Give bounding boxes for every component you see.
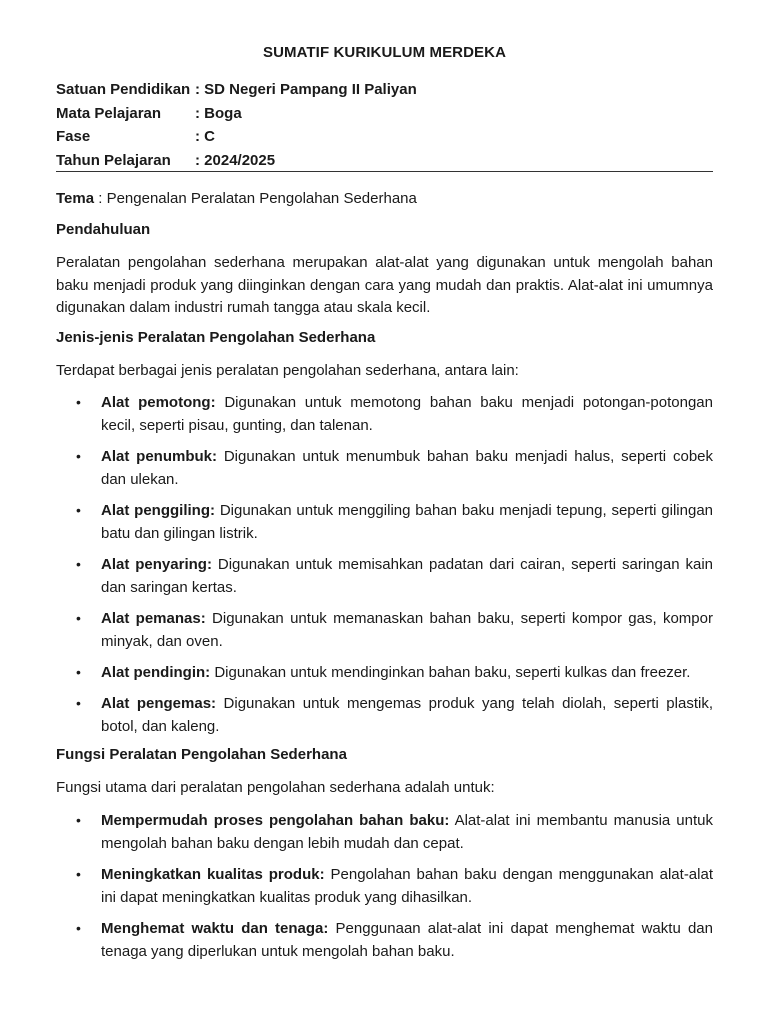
jenis-list	[56, 391, 713, 738]
meta-value: : C	[195, 128, 215, 145]
document-body	[56, 190, 713, 971]
item-term: Meningkatkan kualitas produk:	[101, 865, 325, 883]
item-term: Alat pemanas:	[101, 610, 206, 627]
meta-row-mata-pelajaran	[56, 104, 713, 128]
list-item	[56, 809, 713, 855]
bullet-icon: •	[76, 502, 81, 518]
meta-label: Mata Pelajaran	[56, 104, 162, 122]
fungsi-intro: Fungsi utama dari peralatan pengolahan sederhana adalah untuk:	[56, 779, 495, 796]
header-divider	[56, 171, 713, 172]
bullet-icon: •	[76, 394, 81, 410]
list-item	[56, 607, 713, 653]
list-item	[56, 863, 713, 909]
item-desc: Penggunaan alat-alat ini dapat menghemat waktu dan tenaga yang diperlukan untuk mengolah bahan baku.	[101, 919, 713, 960]
bullet-icon: •	[76, 919, 81, 936]
item-desc: Digunakan untuk menggiling bahan baku menjadi tepung, seperti gilingan batu dan gilingan listrik.	[101, 502, 714, 542]
item-term: Alat pendingin:	[101, 664, 211, 681]
bullet-icon: •	[76, 556, 81, 572]
list-item	[56, 499, 713, 545]
meta-label: Tahun Pelajaran	[56, 151, 171, 169]
bullet-icon: •	[76, 865, 81, 882]
list-item	[56, 692, 713, 738]
document-meta	[56, 80, 713, 174]
pendahuluan-paragraph: Peralatan pengolahan sederhana merupakan alat-alat yang digunakan untuk mengolah bahan baku menjadi produk yang diinginkan dengan cara yang mudah dan praktis. Alat-alat ini umumnya digunakan dalam industri rumah tangga atau skala kecil.	[56, 254, 713, 316]
item-term: Alat penggiling:	[101, 502, 215, 519]
item-term: Alat pemotong:	[101, 394, 216, 411]
item-term: Alat pengemas:	[101, 695, 217, 712]
bullet-icon: •	[76, 695, 81, 711]
tema-value: : Pengenalan Peralatan Pengolahan Sederhana	[94, 190, 417, 207]
section-heading-pendahuluan: Pendahuluan	[56, 221, 151, 238]
list-item	[56, 391, 713, 437]
meta-value: : SD Negeri Pampang II Paliyan	[195, 81, 417, 98]
fungsi-list	[56, 809, 713, 963]
item-desc: Pengolahan bahan baku dengan menggunakan alat-alat ini dapat meningkatkan kualitas produk yang dihasilkan.	[101, 865, 713, 906]
bullet-icon: •	[76, 448, 81, 464]
document-title: SUMATIF KURIKULUM MERDEKA	[262, 44, 507, 61]
item-desc: Alat-alat ini membantu manusia untuk mengolah bahan baku dengan lebih mudah dan cepat.	[101, 811, 713, 852]
list-item	[56, 917, 713, 963]
jenis-intro: Terdapat berbagai jenis peralatan pengolahan sederhana, antara lain:	[56, 361, 519, 379]
meta-row-satuan-pendidikan	[56, 80, 713, 104]
item-desc: Digunakan untuk memanaskan bahan baku, seperti kompor gas, kompor minyak, dan oven.	[101, 610, 713, 650]
list-item	[56, 445, 713, 491]
bullet-icon: •	[76, 664, 81, 680]
tema-line	[56, 190, 713, 208]
item-desc: Digunakan untuk memotong bahan baku menjadi potongan-potongan kecil, seperti pisau, gunting, dan talenan.	[101, 394, 713, 434]
meta-row-fase	[56, 127, 713, 151]
item-desc: Digunakan untuk mendinginkan bahan baku, seperti kulkas dan freezer.	[210, 664, 691, 681]
item-term: Alat penyaring:	[101, 556, 212, 573]
item-desc: Digunakan untuk mengemas produk yang telah diolah, seperti plastik, botol, dan kaleng.	[101, 695, 713, 735]
bullet-icon: •	[76, 811, 81, 828]
list-item	[56, 553, 713, 599]
bullet-icon: •	[76, 610, 81, 626]
meta-label: Fase	[56, 128, 91, 145]
section-heading-fungsi: Fungsi Peralatan Pengolahan Sederhana	[56, 746, 347, 763]
tema-label: Tema	[56, 190, 95, 207]
section-heading-jenis: Jenis-jenis Peralatan Pengolahan Sederhana	[56, 328, 376, 346]
item-desc: Digunakan untuk menumbuk bahan baku menjadi halus, seperti cobek dan ulekan.	[101, 448, 713, 488]
meta-value: : 2024/2025	[195, 151, 276, 169]
list-item	[56, 661, 713, 684]
item-term: Alat penumbuk:	[101, 448, 218, 465]
meta-value: : Boga	[195, 104, 242, 122]
item-term: Menghemat waktu dan tenaga:	[101, 919, 329, 937]
item-term: Mempermudah proses pengolahan bahan baku:	[101, 811, 450, 829]
item-desc: Digunakan untuk memisahkan padatan dari cairan, seperti saringan kain dan saringan kertas.	[101, 556, 713, 596]
meta-label: Satuan Pendidikan	[56, 81, 191, 98]
